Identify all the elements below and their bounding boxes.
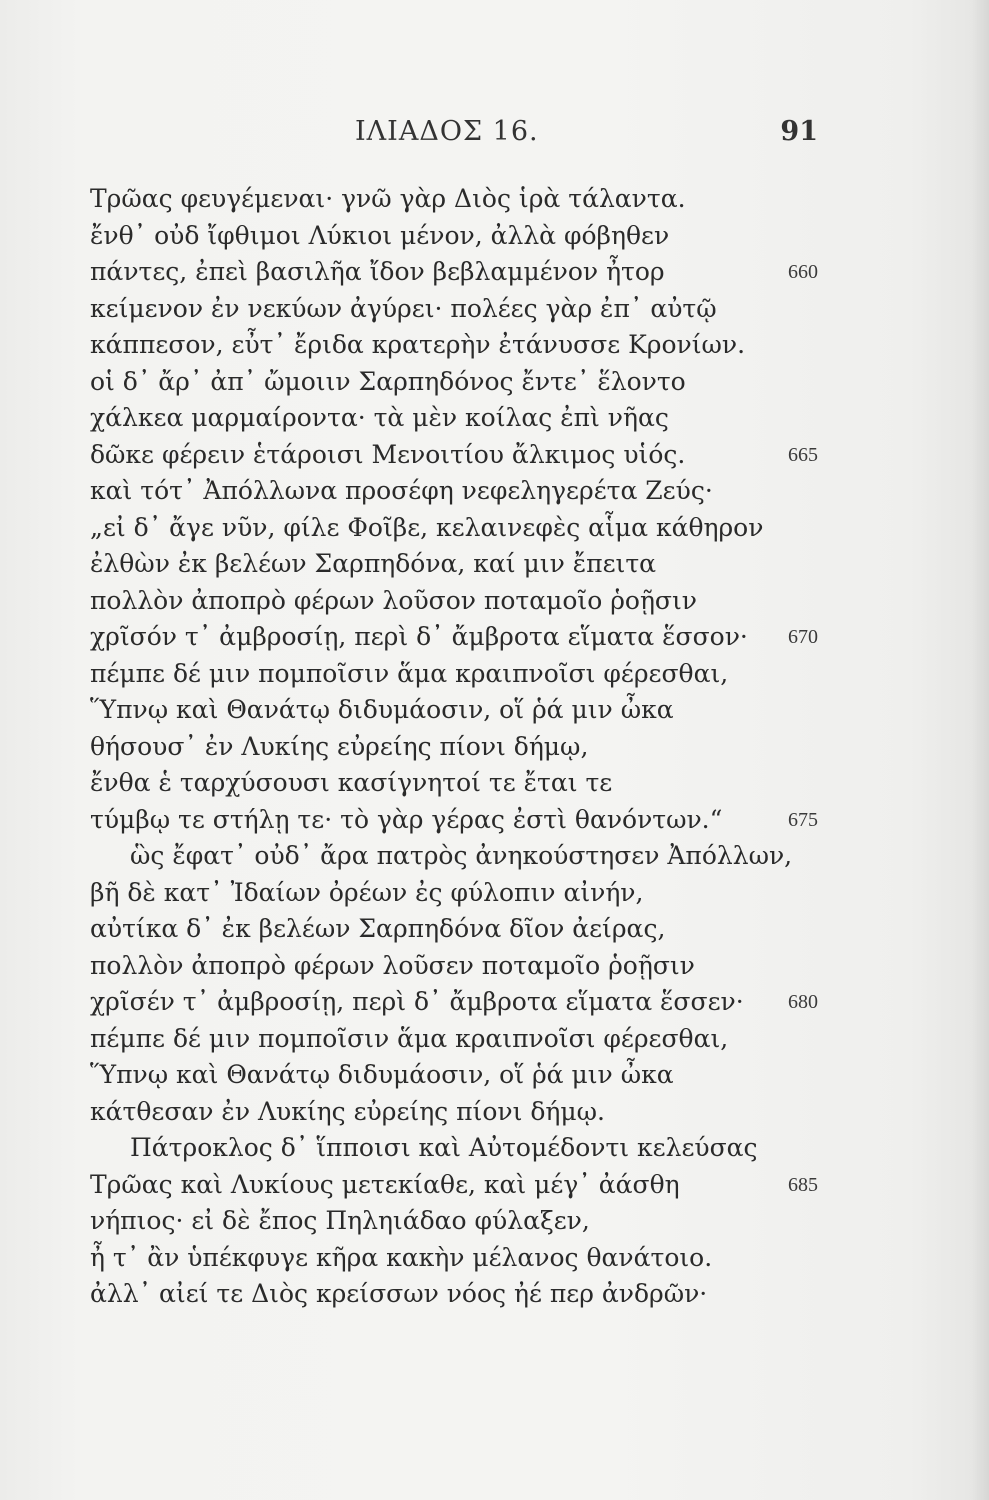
line-number: 665 [788, 443, 818, 466]
verse-text: χάλκεα μαρμαίροντα· τὰ μὲν κοίλας ἐπὶ νῆας [90, 403, 669, 432]
verse-line [90, 875, 818, 912]
verse-text: οἱ δ᾽ ἄρ᾽ ἀπ᾽ ὤμοιιν Σαρπηδόνος ἔντε᾽ ἕλοντο [90, 366, 686, 396]
verse-line [90, 984, 818, 1021]
line-number: 660 [788, 261, 818, 283]
verse-text: πάντες, ἐπεὶ βασιλῆα ἴδον βεβλαμμένον ἦτορ [90, 257, 665, 286]
verse-text: ἦ τ᾽ ἂν ὑπέκφυγε κῆρα κακὴν μέλανος θανάτοιο. [90, 1242, 713, 1272]
verse-line [90, 765, 818, 802]
verse-text: κείμενον ἐν νεκύων ἀγύρει· πολέες γὰρ ἐπ᾽ αὐτῷ [90, 293, 717, 323]
verse-line [90, 1276, 818, 1313]
verse-line [90, 327, 818, 364]
verse-text: χρῖσέν τ᾽ ἀμβροσίῃ, περὶ δ᾽ ἄμβροτα εἵματα ἕσσεν· [90, 987, 744, 1016]
verse-text: ὣς ἔφατ᾽ οὐδ᾽ ἄρα πατρὸς ἀνηκούστησεν Ἀπόλλων, [130, 841, 793, 870]
verse-block [90, 181, 818, 1313]
verse-line [90, 1167, 818, 1204]
page-number: 91 [780, 116, 818, 147]
verse-line [90, 1094, 818, 1131]
verse-text: „εἰ δ᾽ ἄγε νῦν, φίλε Φοῖβε, κελαινεφὲς αἷμα κάθηρον [90, 512, 764, 542]
line-number: 685 [788, 1173, 818, 1196]
verse-line [90, 1057, 818, 1094]
verse-line [90, 400, 818, 437]
verse-text: δῶκε φέρειν ἑτάροισι Μενοιτίου ἄλκιμος υἱός. [90, 439, 686, 469]
verse-line [90, 546, 818, 583]
verse-text: Τρῶας καὶ Λυκίους μετεκίαθε, καὶ μέγ᾽ ἀάσθη [90, 1169, 680, 1199]
verse-text: ἐλθὼν ἐκ βελέων Σαρπηδόνα, καί μιν ἔπειτα [90, 549, 657, 578]
running-title: ΙΛΙΑΔΟΣ 16. [355, 116, 539, 147]
verse-text: Ὕπνῳ καὶ Θανάτῳ διδυμάοσιν, οἵ ῥά μιν ὦκα [90, 695, 674, 724]
verse-text: πολλὸν ἀποπρὸ φέρων λοῦσεν ποταμοῖο ῥοῇσιν [90, 950, 695, 980]
verse-text: πολλὸν ἀποπρὸ φέρων λοῦσον ποταμοῖο ῥοῇσιν [90, 585, 697, 615]
verse-text: Ὕπνῳ καὶ Θανάτῳ διδυμάοσιν, οἵ ῥά μιν ὦκα [90, 1060, 674, 1089]
verse-line [90, 510, 818, 547]
verse-line [90, 291, 818, 328]
verse-text: χρῖσόν τ᾽ ἀμβροσίῃ, περὶ δ᾽ ἄμβροτα εἵματα ἕσσον· [90, 622, 748, 651]
verse-line [90, 1021, 818, 1058]
verse-text: καὶ τότ᾽ Ἀπόλλωνα προσέφη νεφεληγερέτα Ζεύς· [90, 476, 713, 505]
verse-text: ἔνθα ἑ ταρχύσουσι κασίγνητοί τε ἔται τε [90, 768, 613, 797]
verse-line [90, 802, 818, 839]
verse-text: πέμπε δέ μιν πομποῖσιν ἅμα κραιπνοῖσι φέρεσθαι, [90, 1023, 729, 1053]
verse-line [90, 364, 818, 401]
verse-text: νήπιος· εἰ δὲ ἔπος Πηληιάδαο φύλαξεν, [90, 1206, 590, 1235]
page-header [90, 116, 818, 156]
verse-text: κάππεσον, εὖτ᾽ ἔριδα κρατερὴν ἐτάνυσσε Κρονίων. [90, 330, 746, 359]
verse-text: ἔνθ᾽ οὐδ ἴφθιμοι Λύκιοι μένον, ἀλλὰ φόβηθεν [90, 220, 670, 250]
verse-line [90, 437, 818, 474]
verse-line [90, 583, 818, 620]
verse-line [90, 656, 818, 693]
verse-text: κάτθεσαν ἐν Λυκίης εὐρείης πίονι δήμῳ. [90, 1096, 605, 1126]
verse-line [90, 218, 818, 255]
verse-line [90, 948, 818, 985]
verse-line [90, 911, 818, 948]
verse-text: πέμπε δέ μιν πομποῖσιν ἅμα κραιπνοῖσι φέρεσθαι, [90, 658, 729, 688]
verse-line [90, 1240, 818, 1277]
page-edge-shadow [971, 0, 989, 1500]
verse-text: τύμβῳ τε στήλῃ τε· τὸ γὰρ γέρας ἐστὶ θανόντων.“ [90, 804, 723, 834]
verse-line [90, 1130, 818, 1167]
line-number: 670 [788, 626, 818, 648]
verse-text: θήσουσ᾽ ἐν Λυκίης εὐρείης πίονι δήμῳ, [90, 731, 589, 761]
line-number: 675 [788, 808, 818, 831]
verse-line [90, 729, 818, 766]
verse-text: βῆ δὲ κατ᾽ Ἰδαίων ὀρέων ἐς φύλοπιν αἰνήν, [90, 877, 644, 907]
verse-text: Τρῶας φευγέμεναι· γνῶ γὰρ Διὸς ἱρὰ τάλαντα. [90, 184, 686, 213]
verse-line [90, 181, 818, 218]
verse-line [90, 473, 818, 510]
line-number: 680 [788, 991, 818, 1013]
verse-text: ἀλλ᾽ αἰεί τε Διὸς κρείσσων νόος ἠέ περ ἀνδρῶν· [90, 1279, 708, 1308]
verse-line [90, 619, 818, 656]
verse-text: Πάτροκλος δ᾽ ἵπποισι καὶ Αὐτομέδοντι κελεύσας [130, 1133, 758, 1162]
verse-text: αὐτίκα δ᾽ ἐκ βελέων Σαρπηδόνα δῖον ἀείρας, [90, 914, 666, 943]
verse-line [90, 254, 818, 291]
verse-line [90, 1203, 818, 1240]
verse-line [90, 838, 818, 875]
verse-line [90, 692, 818, 729]
